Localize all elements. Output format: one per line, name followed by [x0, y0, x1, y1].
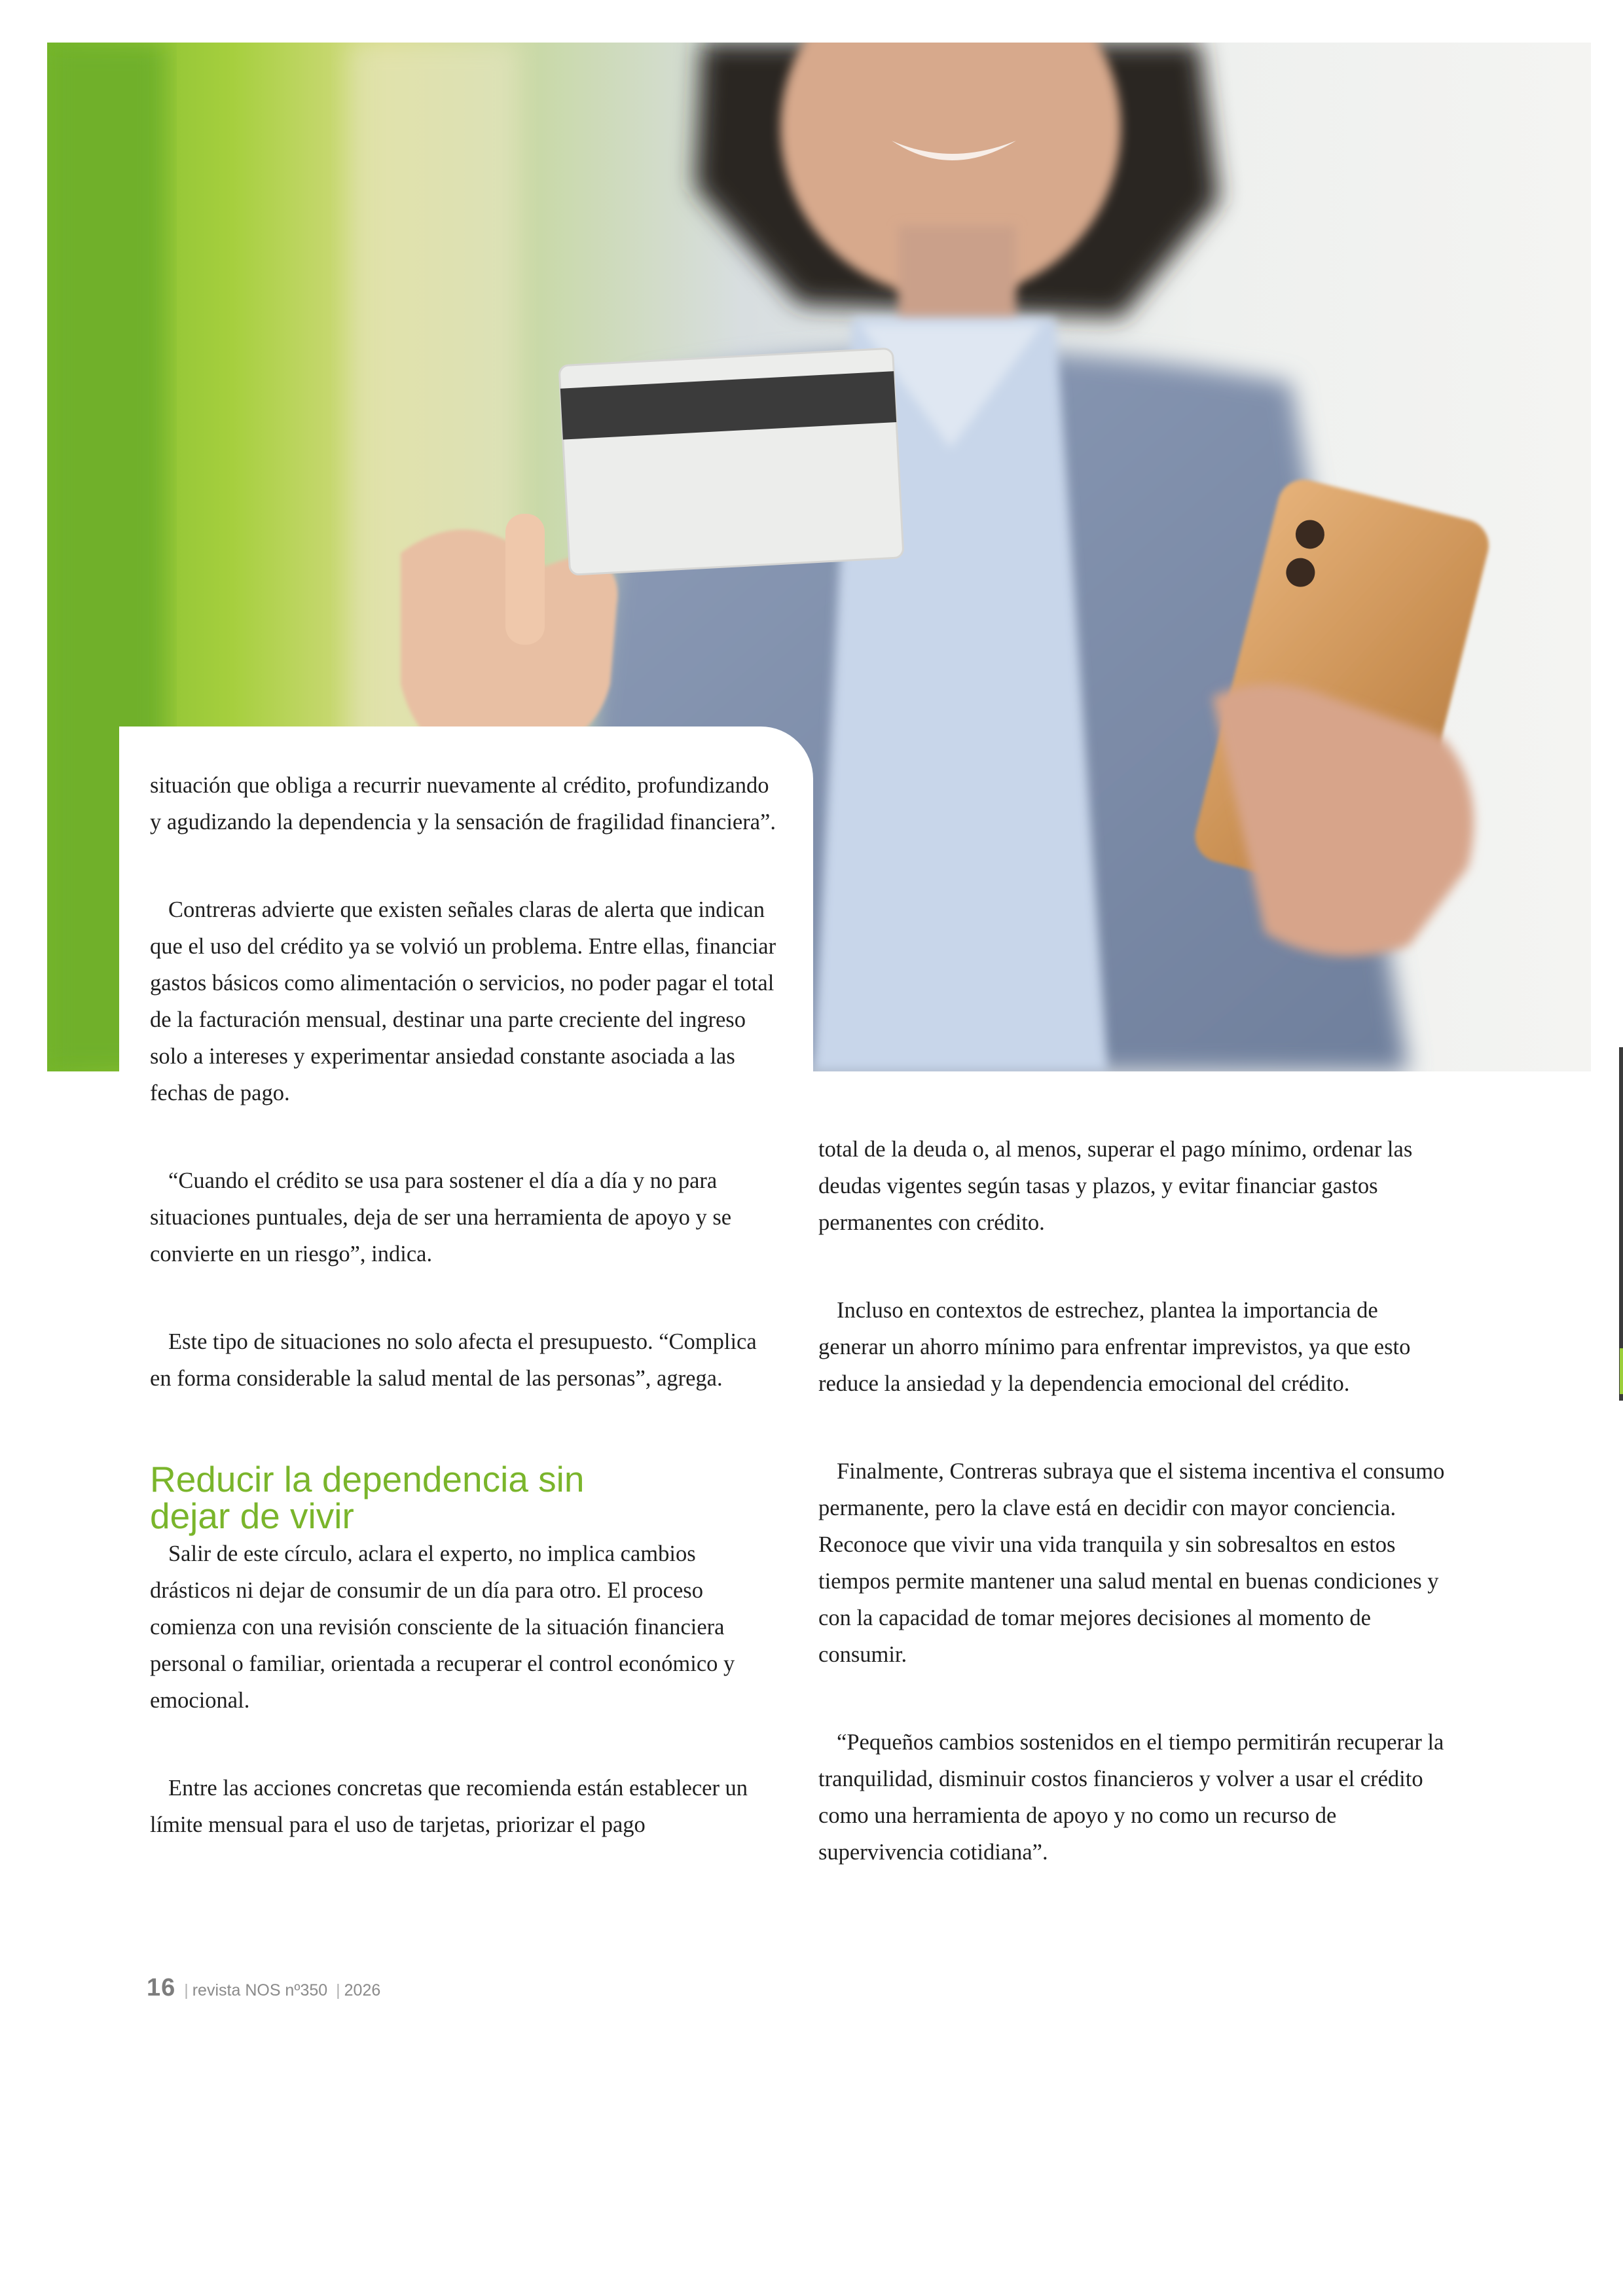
right-column [818, 1131, 1447, 1871]
paragraph: “Cuando el crédito se usa para sostener el día a día y no para situaciones puntuales, deja de ser una herramienta de apoyo y se convierte en un riesgo”, indica. [150, 1168, 732, 1266]
paragraph: Incluso en contextos de estrechez, plantea la importancia de generar un ahorro mínimo para enfrentar imprevistos, ya que esto reduce la ansiedad y la dependencia emocional del crédito. [818, 1298, 1411, 1396]
section-heading [150, 1461, 778, 1534]
paragraph: Entre las acciones concretas que recomienda están establecer un límite mensual para el uso de tarjetas, priorizar el pago [150, 1776, 748, 1837]
footer-separator: | [336, 1981, 340, 2000]
section-heading-line1: Reducir la dependencia sin [150, 1459, 585, 1499]
paragraph: situación que obliga a recurrir nuevamente al crédito, profundizando y agudizando la dependencia y la sensación de fragilidad financiera”. [150, 773, 776, 834]
page-footer [147, 1974, 380, 2002]
publication-name: revista NOS nº350 [192, 1981, 328, 2000]
publication-year: 2026 [344, 1981, 381, 2000]
paragraph: Este tipo de situaciones no solo afecta el presupuesto. “Complica en forma considerable la salud mental de las personas”, agrega. [150, 1329, 757, 1391]
paragraph: Salir de este círculo, aclara el experto, no implica cambios drásticos ni dejar de consumir de un día para otro. El proceso comienza con una revisión consciente de la situación financiera personal o familiar, orientada a recuperar el control económico y emocional. [150, 1541, 735, 1713]
left-column [150, 767, 778, 1843]
section-heading-line2: dejar de vivir [150, 1496, 354, 1536]
page-number: 16 [147, 1974, 176, 2001]
page-edge-accent [1620, 1348, 1623, 1394]
footer-separator: | [184, 1981, 189, 2000]
paragraph: “Pequeños cambios sostenidos en el tiempo permitirán recuperar la tranquilidad, disminuir costos financieros y volver a usar el crédito como una herramienta de apoyo y no como un recurso de supervivencia cotidiana”. [818, 1730, 1444, 1865]
paragraph: Contreras advierte que existen señales claras de alerta que indican que el uso del crédito ya se volvió un problema. Entre ellas, financiar gastos básicos como alimentación o servicios, no poder pagar el total de la facturación mensual, destinar una parte creciente del ingreso solo a intereses y experimentar ansiedad constante asociada a las fechas de pago. [150, 897, 776, 1105]
paragraph: total de la deuda o, al menos, superar el pago mínimo, ordenar las deudas vigentes según tasas y plazos, y evitar financiar gastos permanentes con crédito. [818, 1137, 1413, 1235]
paragraph: Finalmente, Contreras subraya que el sistema incentiva el consumo permanente, pero la clave está en decidir con mayor conciencia. Reconoce que vivir una vida tranquila y sin sobresaltos en estos tiempos permite mantener una salud mental en buenas condiciones y con la capacidad de tomar mejores decisiones al momento de consumir. [818, 1459, 1445, 1667]
page-edge-mark [1619, 1047, 1623, 1401]
